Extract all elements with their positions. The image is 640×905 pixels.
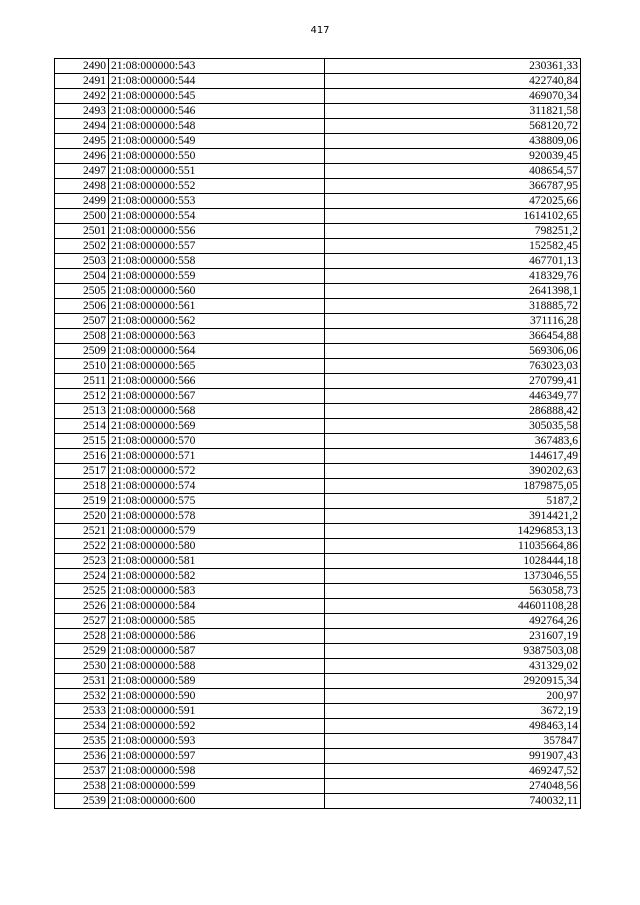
row-number: 2493: [55, 104, 109, 119]
table-row: [55, 764, 581, 779]
cadastral-number: 21:08:000000:575: [109, 494, 325, 509]
table-body: [55, 59, 581, 809]
row-number: 2499: [55, 194, 109, 209]
cadastral-value: 152582,45: [325, 239, 581, 254]
row-number: 2496: [55, 149, 109, 164]
cadastral-number: 21:08:000000:597: [109, 749, 325, 764]
table-row: [55, 329, 581, 344]
cadastral-number: 21:08:000000:582: [109, 569, 325, 584]
table-row: [55, 494, 581, 509]
table-row: [55, 599, 581, 614]
table-row: [55, 359, 581, 374]
cadastral-value: 1028444,18: [325, 554, 581, 569]
cadastral-value: 569306,06: [325, 344, 581, 359]
cadastral-value: 563058,73: [325, 584, 581, 599]
cadastral-number: 21:08:000000:591: [109, 704, 325, 719]
table-row: [55, 569, 581, 584]
cadastral-value: 469070,34: [325, 89, 581, 104]
cadastral-number: 21:08:000000:584: [109, 599, 325, 614]
row-number: 2515: [55, 434, 109, 449]
cadastral-value: 3914421,2: [325, 509, 581, 524]
cadastral-number: 21:08:000000:558: [109, 254, 325, 269]
row-number: 2521: [55, 524, 109, 539]
cadastral-value: 422740,84: [325, 74, 581, 89]
row-number: 2494: [55, 119, 109, 134]
cadastral-number: 21:08:000000:586: [109, 629, 325, 644]
cadastral-value: 274048,56: [325, 779, 581, 794]
cadastral-value: 231607,19: [325, 629, 581, 644]
row-number: 2497: [55, 164, 109, 179]
cadastral-number: 21:08:000000:570: [109, 434, 325, 449]
cadastral-value: 357847: [325, 734, 581, 749]
cadastral-value: 9387503,08: [325, 644, 581, 659]
row-number: 2504: [55, 269, 109, 284]
row-number: 2538: [55, 779, 109, 794]
cadastral-number: 21:08:000000:545: [109, 89, 325, 104]
cadastral-value: 438809,06: [325, 134, 581, 149]
cadastral-value: 366787,95: [325, 179, 581, 194]
cadastral-number: 21:08:000000:564: [109, 344, 325, 359]
cadastral-value: 366454,88: [325, 329, 581, 344]
cadastral-value: 318885,72: [325, 299, 581, 314]
cadastral-value: 472025,66: [325, 194, 581, 209]
table-row: [55, 749, 581, 764]
cadastral-value: 2641398,1: [325, 284, 581, 299]
table-row: [55, 299, 581, 314]
cadastral-number: 21:08:000000:565: [109, 359, 325, 374]
table-row: [55, 719, 581, 734]
table-row: [55, 509, 581, 524]
table-row: [55, 179, 581, 194]
row-number: 2529: [55, 644, 109, 659]
table-row: [55, 539, 581, 554]
cadastral-value: 390202,63: [325, 464, 581, 479]
row-number: 2516: [55, 449, 109, 464]
cadastral-value: 798251,2: [325, 224, 581, 239]
row-number: 2503: [55, 254, 109, 269]
cadastral-number: 21:08:000000:581: [109, 554, 325, 569]
cadastral-number: 21:08:000000:561: [109, 299, 325, 314]
row-number: 2518: [55, 479, 109, 494]
row-number: 2502: [55, 239, 109, 254]
cadastral-number: 21:08:000000:556: [109, 224, 325, 239]
table-row: [55, 404, 581, 419]
row-number: 2534: [55, 719, 109, 734]
cadastral-value: 920039,45: [325, 149, 581, 164]
table-row: [55, 659, 581, 674]
table-row: [55, 644, 581, 659]
cadastral-number: 21:08:000000:589: [109, 674, 325, 689]
row-number: 2525: [55, 584, 109, 599]
cadastral-number: 21:08:000000:583: [109, 584, 325, 599]
table-row: [55, 779, 581, 794]
row-number: 2511: [55, 374, 109, 389]
cadastral-number: 21:08:000000:549: [109, 134, 325, 149]
cadastral-value: 371116,28: [325, 314, 581, 329]
table-row: [55, 254, 581, 269]
cadastral-number: 21:08:000000:544: [109, 74, 325, 89]
cadastral-number: 21:08:000000:546: [109, 104, 325, 119]
cadastral-value: 431329,02: [325, 659, 581, 674]
table-row: [55, 284, 581, 299]
cadastral-number: 21:08:000000:592: [109, 719, 325, 734]
cadastral-number: 21:08:000000:580: [109, 539, 325, 554]
table-row: [55, 614, 581, 629]
cadastral-value: 492764,26: [325, 614, 581, 629]
table-row: [55, 374, 581, 389]
page-number: 417: [310, 25, 330, 36]
table-row: [55, 554, 581, 569]
table-row: [55, 269, 581, 284]
row-number: 2505: [55, 284, 109, 299]
row-number: 2490: [55, 59, 109, 74]
cadastral-value: 763023,03: [325, 359, 581, 374]
cadastral-value: 467701,13: [325, 254, 581, 269]
row-number: 2508: [55, 329, 109, 344]
row-number: 2522: [55, 539, 109, 554]
cadastral-number: 21:08:000000:557: [109, 239, 325, 254]
table-row: [55, 164, 581, 179]
cadastral-number: 21:08:000000:553: [109, 194, 325, 209]
cadastral-value: 469247,52: [325, 764, 581, 779]
row-number: 2517: [55, 464, 109, 479]
row-number: 2528: [55, 629, 109, 644]
table-row: [55, 149, 581, 164]
cadastral-value: 5187,2: [325, 494, 581, 509]
table-row: [55, 239, 581, 254]
cadastral-value: 1373046,55: [325, 569, 581, 584]
table-row: [55, 734, 581, 749]
cadastral-value: 2920915,34: [325, 674, 581, 689]
row-number: 2507: [55, 314, 109, 329]
row-number: 2519: [55, 494, 109, 509]
cadastral-number: 21:08:000000:598: [109, 764, 325, 779]
table-row: [55, 434, 581, 449]
cadastral-value: 230361,33: [325, 59, 581, 74]
table-row: [55, 59, 581, 74]
cadastral-number: 21:08:000000:548: [109, 119, 325, 134]
cadastral-number: 21:08:000000:579: [109, 524, 325, 539]
row-number: 2527: [55, 614, 109, 629]
table-row: [55, 389, 581, 404]
cadastral-value: 144617,49: [325, 449, 581, 464]
row-number: 2509: [55, 344, 109, 359]
cadastral-number: 21:08:000000:551: [109, 164, 325, 179]
table-row: [55, 194, 581, 209]
row-number: 2530: [55, 659, 109, 674]
row-number: 2506: [55, 299, 109, 314]
table-row: [55, 449, 581, 464]
table-row: [55, 314, 581, 329]
cadastral-value: 740032,11: [325, 794, 581, 809]
table-row: [55, 224, 581, 239]
row-number: 2532: [55, 689, 109, 704]
cadastral-value: 311821,58: [325, 104, 581, 119]
table-row: [55, 419, 581, 434]
cadastral-value: 286888,42: [325, 404, 581, 419]
cadastral-value-table: [54, 58, 581, 809]
cadastral-number: 21:08:000000:588: [109, 659, 325, 674]
row-number: 2526: [55, 599, 109, 614]
row-number: 2523: [55, 554, 109, 569]
row-number: 2501: [55, 224, 109, 239]
cadastral-number: 21:08:000000:578: [109, 509, 325, 524]
row-number: 2533: [55, 704, 109, 719]
cadastral-number: 21:08:000000:559: [109, 269, 325, 284]
table-row: [55, 209, 581, 224]
cadastral-number: 21:08:000000:560: [109, 284, 325, 299]
cadastral-value: 991907,43: [325, 749, 581, 764]
cadastral-number: 21:08:000000:550: [109, 149, 325, 164]
cadastral-number: 21:08:000000:593: [109, 734, 325, 749]
table-row: [55, 119, 581, 134]
row-number: 2512: [55, 389, 109, 404]
cadastral-number: 21:08:000000:599: [109, 779, 325, 794]
table-row: [55, 104, 581, 119]
table-row: [55, 344, 581, 359]
cadastral-number: 21:08:000000:552: [109, 179, 325, 194]
row-number: 2520: [55, 509, 109, 524]
cadastral-value: 1879875,05: [325, 479, 581, 494]
row-number: 2498: [55, 179, 109, 194]
cadastral-value: 305035,58: [325, 419, 581, 434]
row-number: 2536: [55, 749, 109, 764]
cadastral-value: 11035664,86: [325, 539, 581, 554]
table-row: [55, 89, 581, 104]
table-row: [55, 584, 581, 599]
table-row: [55, 74, 581, 89]
cadastral-value: 1614102,65: [325, 209, 581, 224]
table-row: [55, 689, 581, 704]
cadastral-number: 21:08:000000:568: [109, 404, 325, 419]
row-number: 2510: [55, 359, 109, 374]
row-number: 2524: [55, 569, 109, 584]
cadastral-value: 367483,6: [325, 434, 581, 449]
row-number: 2491: [55, 74, 109, 89]
row-number: 2531: [55, 674, 109, 689]
cadastral-value: 408654,57: [325, 164, 581, 179]
cadastral-value: 498463,14: [325, 719, 581, 734]
cadastral-number: 21:08:000000:554: [109, 209, 325, 224]
cadastral-number: 21:08:000000:571: [109, 449, 325, 464]
cadastral-value: 418329,76: [325, 269, 581, 284]
cadastral-number: 21:08:000000:600: [109, 794, 325, 809]
cadastral-value: 446349,77: [325, 389, 581, 404]
table-row: [55, 704, 581, 719]
cadastral-number: 21:08:000000:567: [109, 389, 325, 404]
cadastral-value: 270799,41: [325, 374, 581, 389]
cadastral-number: 21:08:000000:563: [109, 329, 325, 344]
cadastral-value: 3672,19: [325, 704, 581, 719]
row-number: 2514: [55, 419, 109, 434]
cadastral-number: 21:08:000000:566: [109, 374, 325, 389]
cadastral-number: 21:08:000000:562: [109, 314, 325, 329]
row-number: 2535: [55, 734, 109, 749]
table-row: [55, 794, 581, 809]
cadastral-number: 21:08:000000:569: [109, 419, 325, 434]
table-row: [55, 674, 581, 689]
table-row: [55, 524, 581, 539]
row-number: 2495: [55, 134, 109, 149]
cadastral-value: 568120,72: [325, 119, 581, 134]
cadastral-value: 14296853,13: [325, 524, 581, 539]
row-number: 2539: [55, 794, 109, 809]
table-row: [55, 464, 581, 479]
cadastral-number: 21:08:000000:585: [109, 614, 325, 629]
row-number: 2537: [55, 764, 109, 779]
row-number: 2500: [55, 209, 109, 224]
cadastral-number: 21:08:000000:587: [109, 644, 325, 659]
table-row: [55, 629, 581, 644]
table-row: [55, 134, 581, 149]
cadastral-number: 21:08:000000:572: [109, 464, 325, 479]
row-number: 2492: [55, 89, 109, 104]
table-row: [55, 479, 581, 494]
cadastral-number: 21:08:000000:590: [109, 689, 325, 704]
cadastral-number: 21:08:000000:574: [109, 479, 325, 494]
row-number: 2513: [55, 404, 109, 419]
cadastral-number: 21:08:000000:543: [109, 59, 325, 74]
cadastral-value: 44601108,28: [325, 599, 581, 614]
cadastral-value: 200,97: [325, 689, 581, 704]
